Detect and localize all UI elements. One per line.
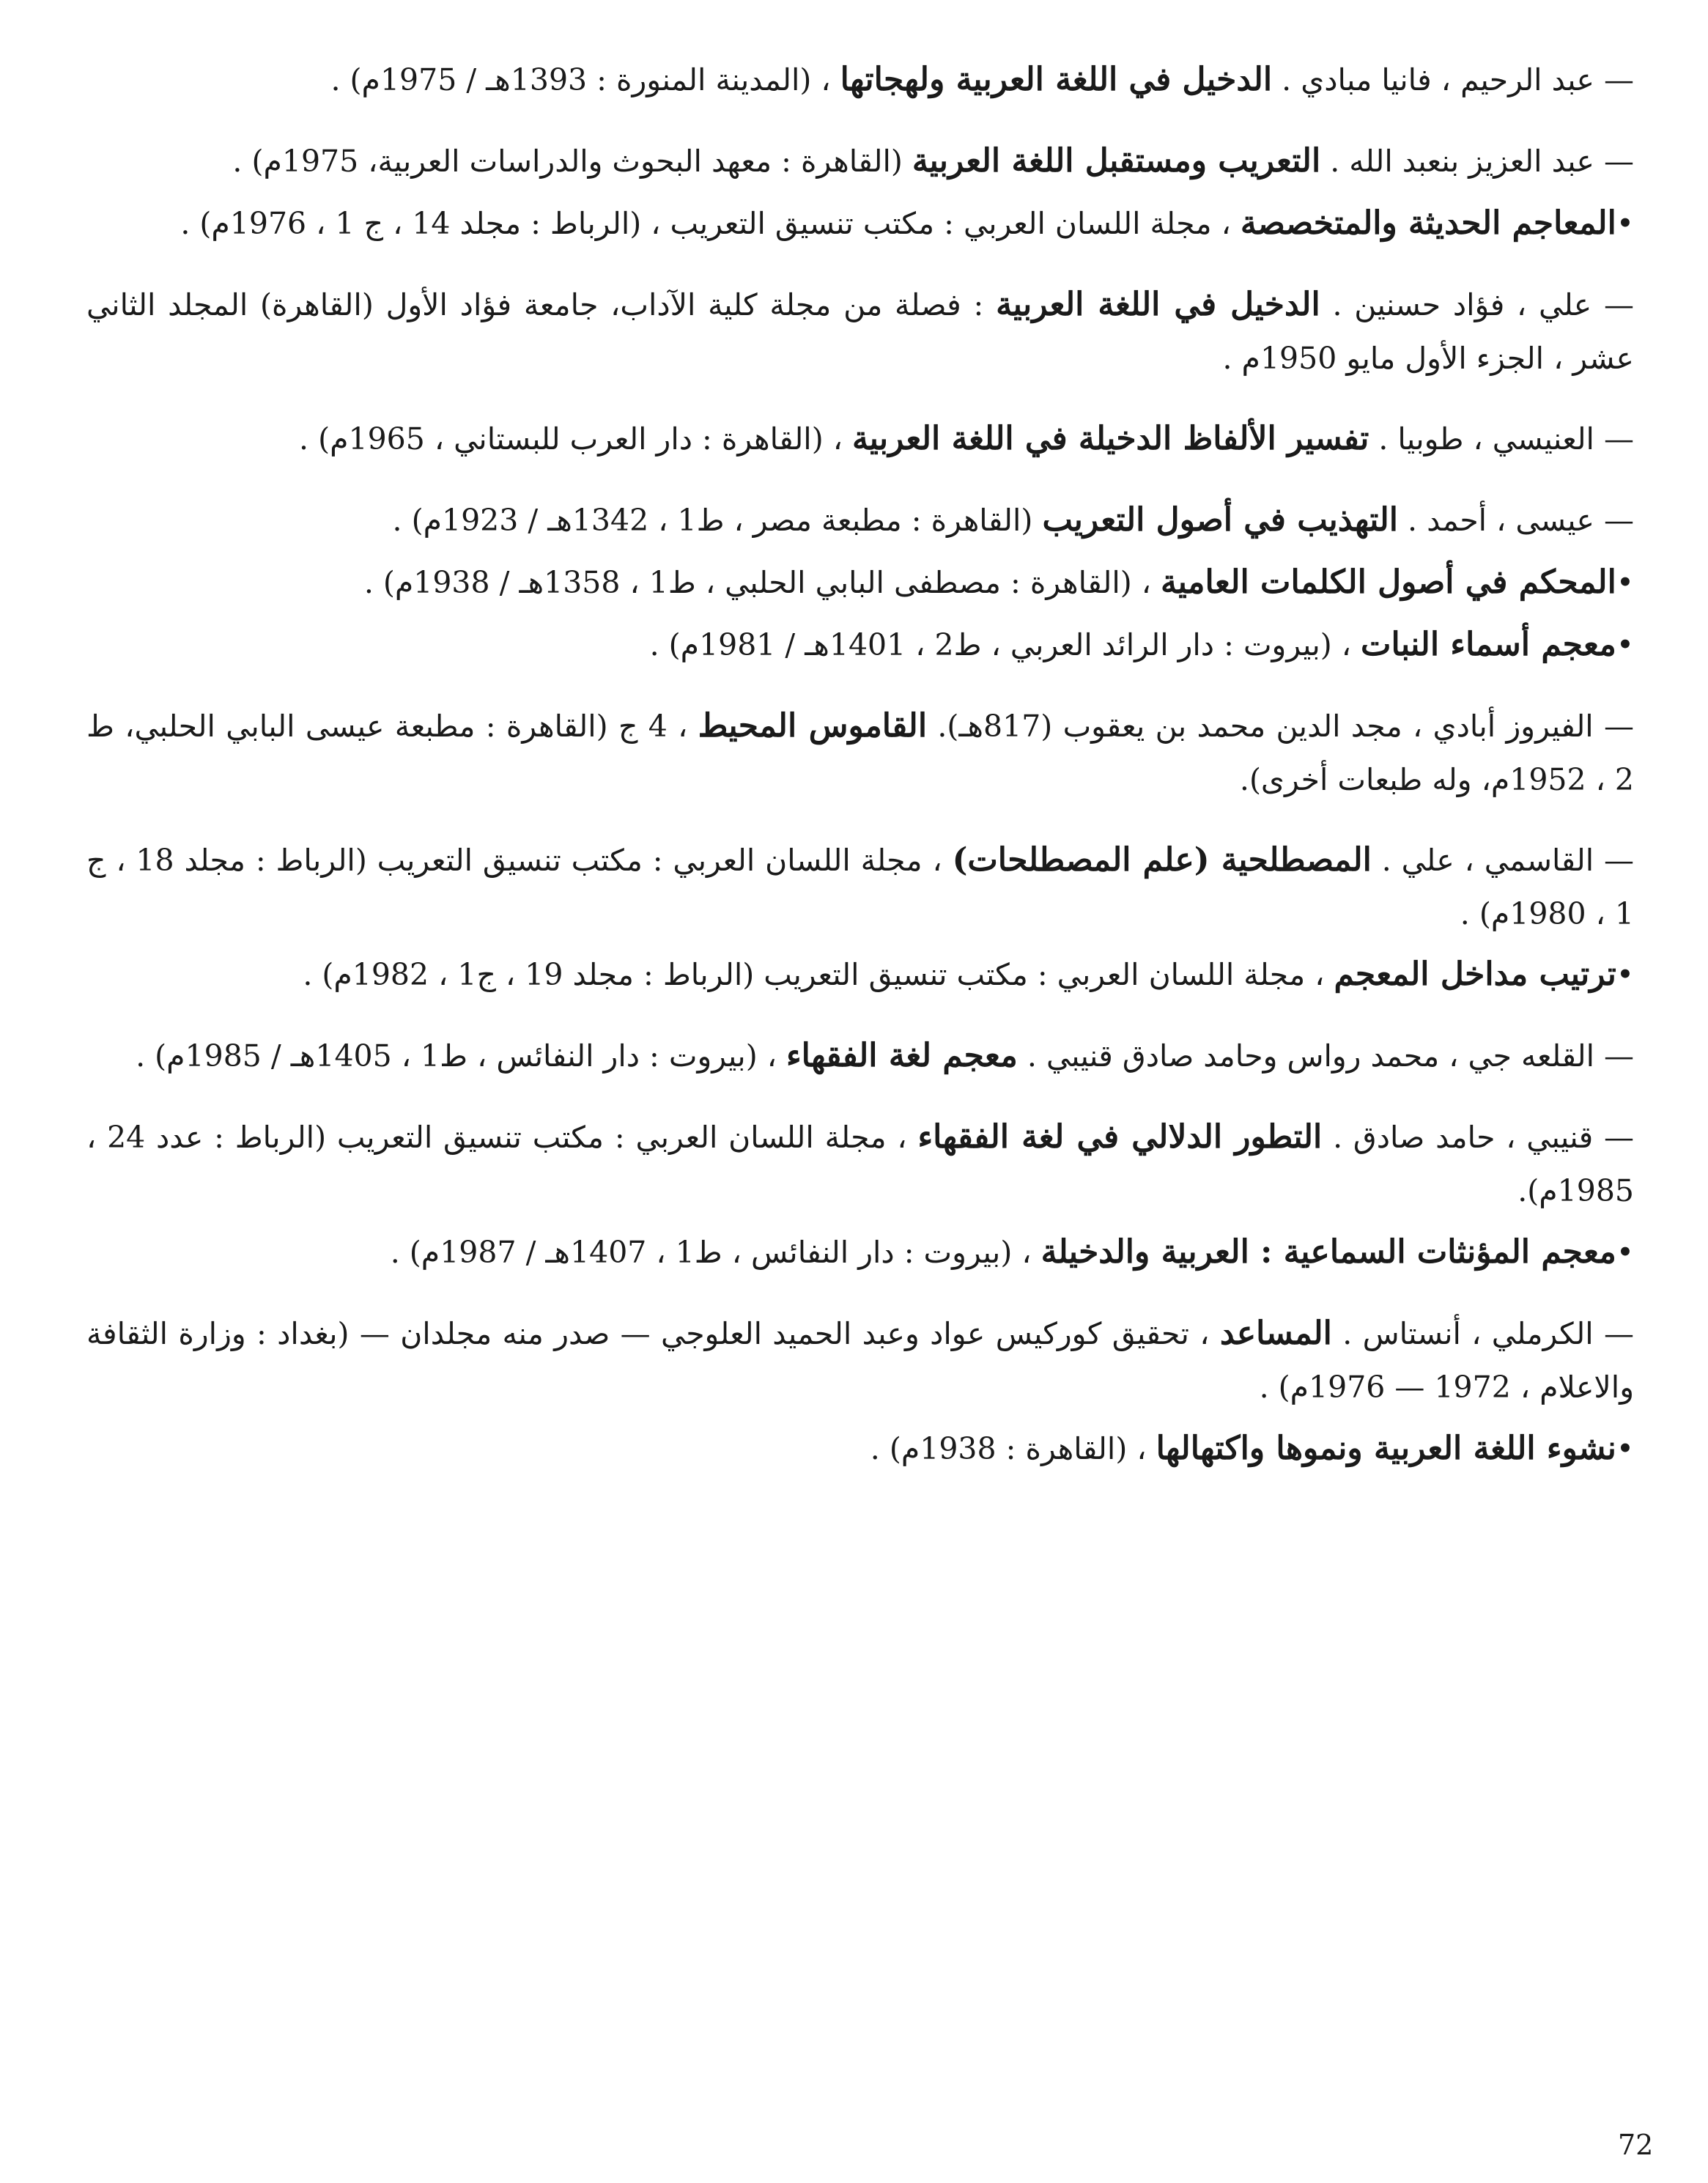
entry-title: المساعد: [1219, 1315, 1332, 1352]
entry-title: الدخيل في اللغة العربية: [996, 286, 1320, 323]
entry-lead: •: [1616, 957, 1634, 993]
entry-tail: ، (بيروت : دار النفائس ، ط1 ، 1405هـ / 1985م) .: [136, 1038, 786, 1074]
entry-lead: — القاسمي ، علي .: [1371, 842, 1634, 878]
entry-tail: ، مجلة اللسان العربي : مكتب تنسيق التعريب ، (الرباط : مجلد 14 ، ج 1 ، 1976م) .: [180, 206, 1241, 241]
entry-tail: ، مجلة اللسان العربي : مكتب تنسيق التعريب (الرباط : مجلد 19 ، ج1 ، 1982م) .: [303, 957, 1334, 993]
entry-tail: : فصلة من مجلة كلية الآداب، جامعة فؤاد الأول (القاهرة) المجلد الثاني عشر ، الجزء الأول مايو 1950م .: [86, 287, 1634, 376]
entry-tail: ، (القاهرة : 1938م) .: [870, 1430, 1156, 1466]
bibliography-entry: [86, 133, 1634, 189]
entry-tail: ، 4 ج (القاهرة : مطبعة عيسى البابي الحلبي، ط 2 ، 1952م، وله طبعات أخرى).: [86, 708, 1634, 797]
entry-lead: •: [1616, 1430, 1634, 1466]
entry-lead: — عبد العزيز بنعبد الله .: [1320, 144, 1634, 179]
bibliography-entry: [86, 492, 1634, 548]
entry-lead: •: [1616, 1235, 1634, 1270]
bibliography-entry: [86, 1420, 1634, 1477]
entry-title: المحكم في أصول الكلمات العامية: [1161, 563, 1616, 601]
entry-lead: — علي ، فؤاد حسنين .: [1320, 287, 1635, 322]
entry-lead: — عبد الرحيم ، فانيا مبادي .: [1272, 62, 1634, 97]
entry-tail: ، مجلة اللسان العربي : مكتب تنسيق التعريب (الرباط : مجلد 18 ، ج 1 ، 1980م) .: [86, 842, 1634, 931]
entry-tail: ، (بيروت : دار النفائس ، ط1 ، 1407هـ / 1987م) .: [390, 1235, 1041, 1270]
entry-title: معجم لغة الفقهاء: [785, 1037, 1018, 1075]
entry-lead: — عيسى ، أحمد .: [1398, 502, 1634, 538]
entry-title: التطور الدلالي في لغة الفقهاء: [917, 1118, 1323, 1156]
entry-tail: ، (بيروت : دار الرائد العربي ، ط2 ، 1401هـ / 1981م) .: [649, 627, 1361, 662]
entry-title: معجم المؤنثات السماعية : العربية والدخيلة: [1040, 1233, 1616, 1271]
entry-tail: ، (القاهرة : دار العرب للبستاني ، 1965م) .: [299, 421, 852, 457]
bibliography-entry: [86, 410, 1634, 467]
entry-tail: ، تحقيق كوركيس عواد وعبد الحميد العلوجي — صدر منه مجلدان — (بغداد : وزارة الثقافة والاعلام ، 1972 — 1976م) .: [86, 1316, 1634, 1405]
bibliography-entry: [86, 195, 1634, 251]
entry-tail: ، (القاهرة : مصطفى البابي الحلبي ، ط1 ، 1358هـ / 1938م) .: [363, 564, 1161, 600]
entry-title: نشوء اللغة العربية ونموها واكتهالها: [1156, 1429, 1616, 1467]
entry-title: الدخيل في اللغة العربية ولهجاتها: [840, 61, 1273, 98]
entry-lead: — الكرملي ، أنستاس .: [1331, 1316, 1634, 1351]
entry-title: التعريب ومستقبل اللغة العربية: [912, 142, 1321, 180]
entry-lead: •: [1616, 627, 1634, 662]
bibliography-entry: [86, 1305, 1634, 1414]
page-number: 72: [1618, 2129, 1654, 2161]
bibliography-entry: [86, 276, 1634, 385]
entry-lead: •: [1616, 206, 1634, 241]
bibliography-entry: [86, 1109, 1634, 1218]
entry-lead: •: [1616, 564, 1634, 600]
entry-tail: (القاهرة : مطبعة مصر ، ط1 ، 1342هـ / 1923م) .: [392, 502, 1043, 538]
entry-title: المعاجم الحديثة والمتخصصة: [1240, 204, 1616, 242]
entry-tail: ، (المدينة المنورة : 1393هـ / 1975م) .: [330, 62, 840, 97]
bibliography-entry: [86, 946, 1634, 1002]
bibliography-entry: [86, 51, 1634, 108]
bibliography-entry: [86, 832, 1634, 941]
entry-tail: (القاهرة : معهد البحوث والدراسات العربية، 1975م) .: [232, 144, 912, 179]
entry-lead: — قنيبي ، حامد صادق .: [1322, 1120, 1635, 1156]
bibliography-entry: [86, 698, 1634, 807]
entry-lead: — القلعه جي ، محمد رواس وحامد صادق قنيبي .: [1017, 1038, 1634, 1074]
entry-tail: ، مجلة اللسان العربي : مكتب تنسيق التعريب (الرباط : عدد 24 ، 1985م).: [86, 1120, 1634, 1209]
bibliography-entry: [86, 554, 1634, 610]
entry-lead: — الفيروز أبادي ، مجد الدين محمد بن يعقوب (817هـ).: [927, 708, 1634, 744]
bibliography-entry: [86, 1224, 1634, 1280]
entry-title: القاموس المحيط: [698, 706, 928, 745]
entry-title: ترتيب مداخل المعجم: [1334, 956, 1616, 994]
entry-lead: — العنيسي ، طوبيا .: [1369, 421, 1634, 457]
bibliography-entry: [86, 616, 1634, 673]
entry-title: التهذيب في أصول التعريب: [1042, 500, 1399, 539]
entry-title: المصطلحية (علم المصطلحات): [952, 841, 1372, 879]
bibliography-list: [86, 51, 1634, 1501]
entry-title: معجم أسماء النبات: [1361, 625, 1616, 663]
entry-title: تفسير الألفاظ الدخيلة في اللغة العربية: [852, 419, 1369, 457]
bibliography-entry: [86, 1027, 1634, 1084]
